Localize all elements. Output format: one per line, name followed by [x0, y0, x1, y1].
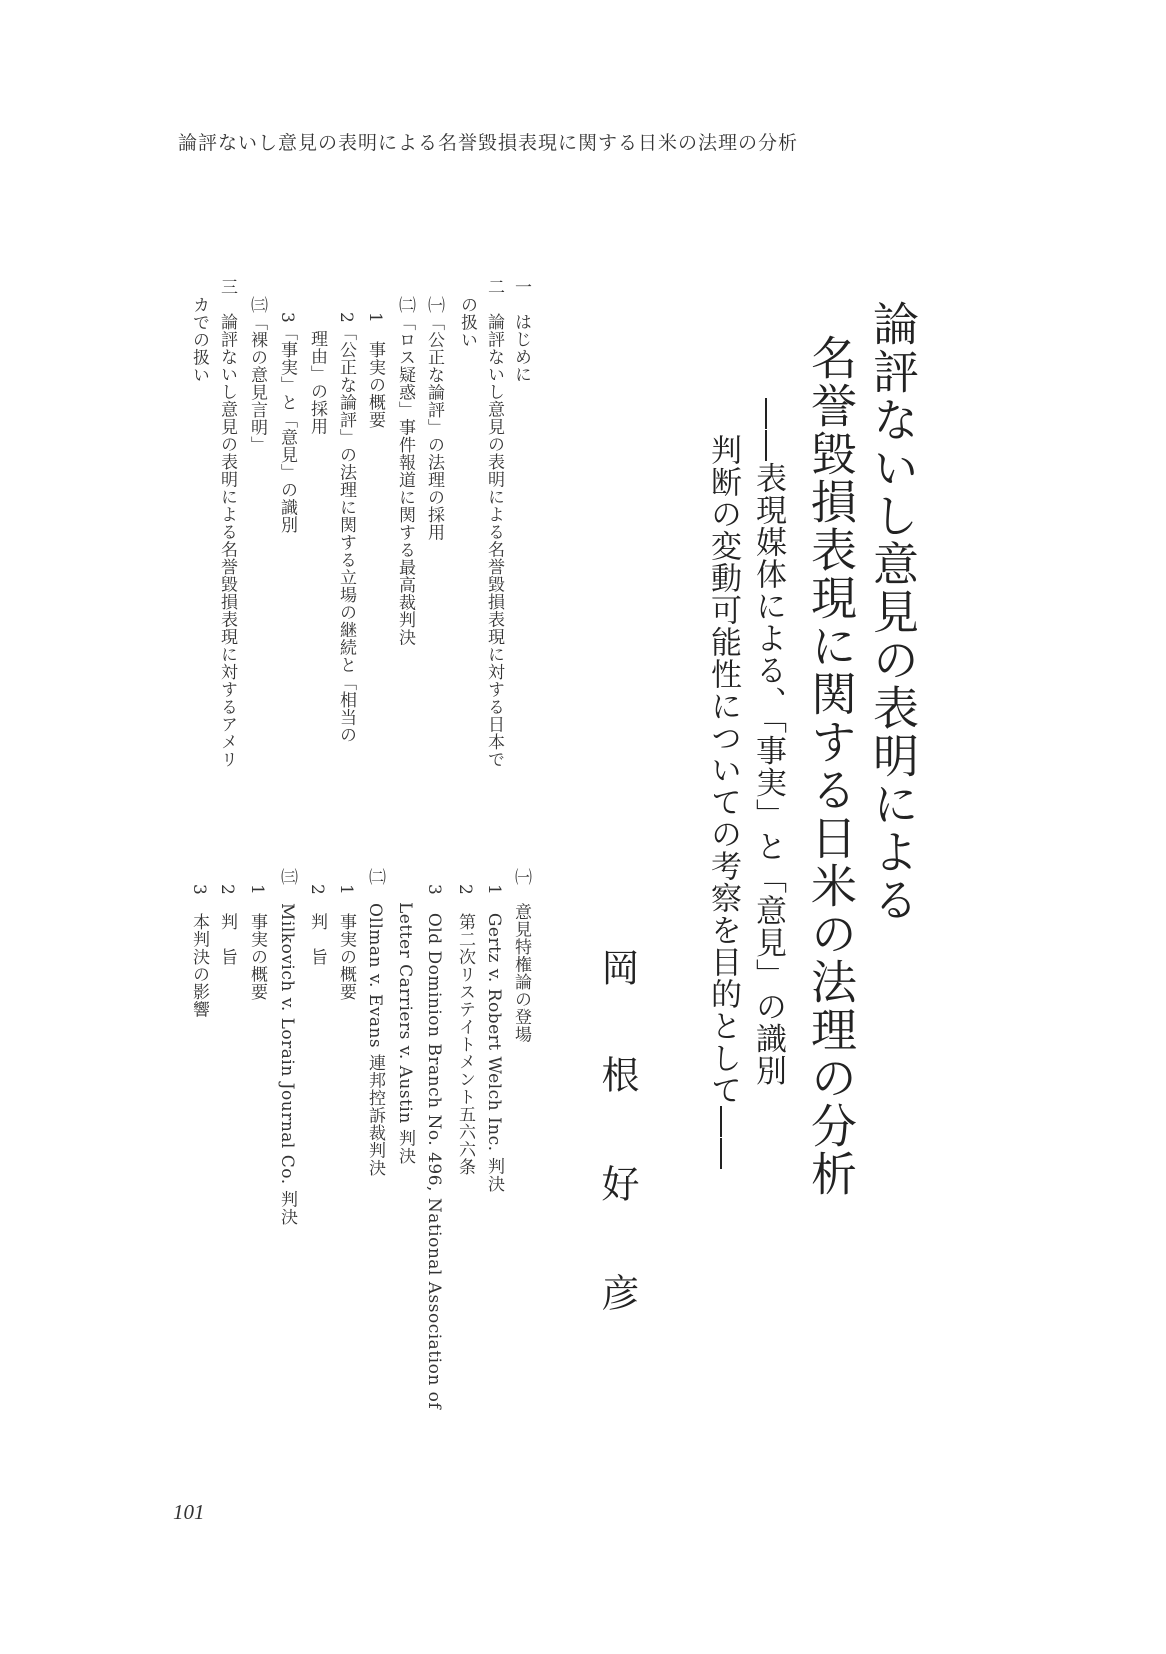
toc-item: 2「公正な論評」の法理に関する立場の継続と「相当の — [336, 312, 356, 744]
toc-item: 理由」の採用 — [307, 330, 327, 435]
toc-item: ㈢「裸の意見言明」 — [247, 296, 267, 454]
toc-item: 2 判 旨 — [307, 884, 327, 966]
author-char: 根 — [595, 1055, 639, 1093]
toc-item: の扱い — [457, 296, 477, 349]
toc-item: 三 論評ないし意見の表明による名誉毀損表現に対するアメリ — [217, 278, 237, 768]
toc-item: 3 本判決の影響 — [189, 884, 209, 1018]
toc-item: ㈡「ロス疑惑」事件報道に関する最高裁判決 — [395, 296, 415, 646]
author-char: 彦 — [595, 1273, 639, 1311]
toc-item: ㈠「公正な論評」の法理の採用 — [424, 296, 444, 541]
toc-item: 3「事実」と「意見」の識別 — [277, 312, 297, 534]
toc-item: 1 事実の概要 — [365, 312, 385, 429]
page-number: 101 — [173, 1500, 205, 1524]
toc-item: 二 論評ないし意見の表明による名誉毀損表現に対する日本で — [484, 278, 504, 768]
toc-item: 2 判 旨 — [217, 884, 237, 966]
toc-item: カでの扱い — [189, 296, 209, 384]
toc-item: ㈡ Ollman v. Evans 連邦控訴裁判決 — [365, 868, 385, 1177]
toc-item: ㈢ Milkovich v. Lorain Journal Co. 判決 — [277, 868, 297, 1226]
subtitle-line-1: ――表現媒体による、「事実」と「意見」の識別 — [750, 398, 786, 1087]
title-line-2: 名誉毀損表現に関する日米の法理の分析 — [804, 334, 858, 1198]
toc-item: 3 Old Dominion Branch No. 496, National Association of — [424, 884, 444, 1410]
toc-item: 2 第二次リステイトメント五六六条 — [455, 884, 475, 1176]
toc-item: ㈠ 意見特権論の登場 — [511, 868, 531, 1043]
toc-item: 1 事実の概要 — [247, 884, 267, 1001]
toc-item: 一 はじめに — [511, 278, 531, 383]
title-line-1: 論評ないし意見の表明による — [866, 300, 920, 924]
toc-item: Letter Carriers v. Austin 判決 — [395, 902, 415, 1165]
author-char: 岡 — [595, 948, 639, 986]
subtitle-line-2: 判断の変動可能性についての考察を目的として―― — [705, 434, 741, 1170]
toc-item: 1 Gertz v. Robert Welch Inc. 判決 — [484, 884, 504, 1193]
running-header: 論評ないし意見の表明による名誉毀損表現に関する日米の法理の分析 — [178, 132, 799, 154]
author-char: 好 — [595, 1164, 639, 1202]
toc-item: 1 事実の概要 — [336, 884, 356, 1001]
